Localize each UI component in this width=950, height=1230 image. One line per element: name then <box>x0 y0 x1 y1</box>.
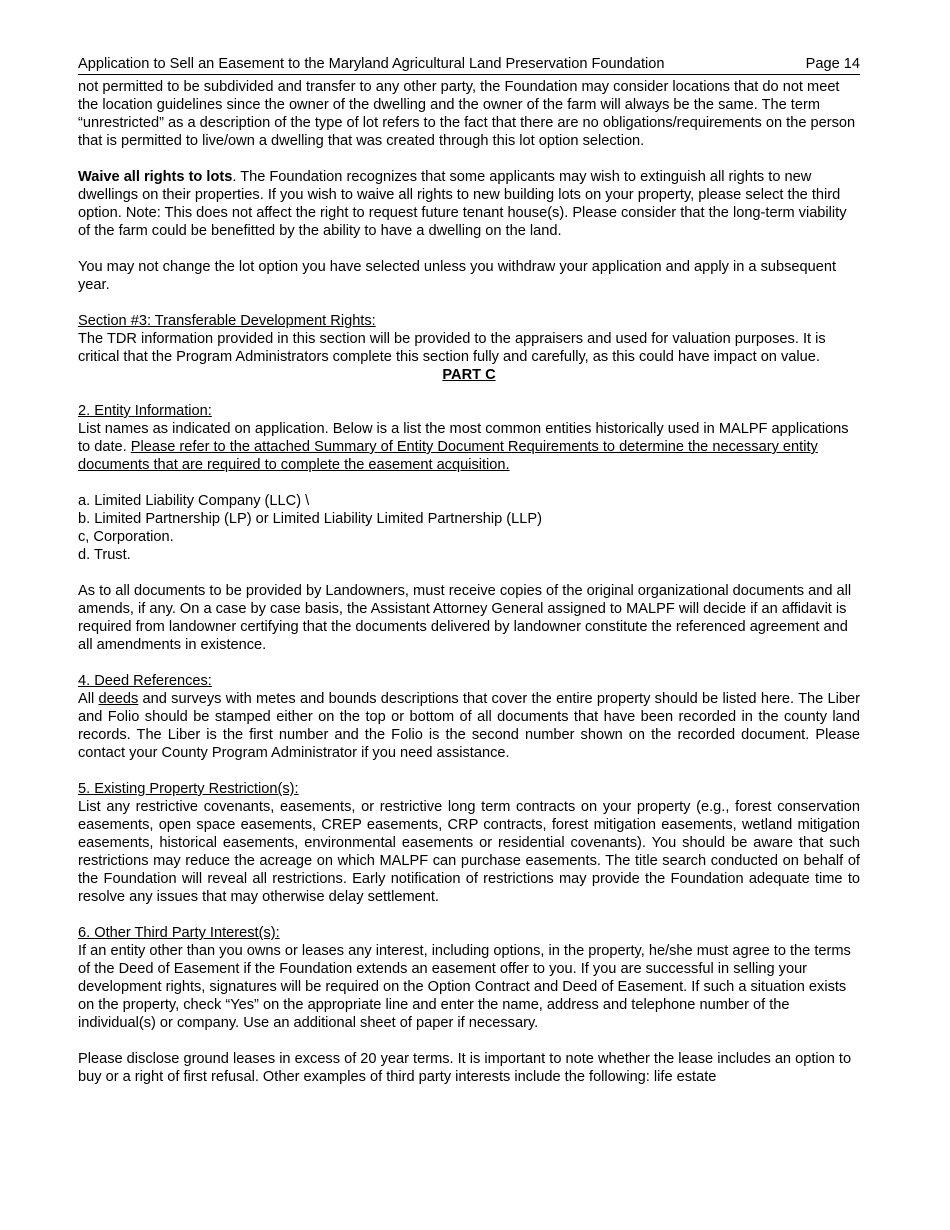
page-number: Page 14 <box>805 56 860 72</box>
restriction-paragraph: List any restrictive covenants, easements, or restrictive long term contracts on your property (e.g., forest conservation easements, open space easements, CREP easements, CRP contracts, forest mitigation easements, wetland mitigation easements, historical easements, environmental easements or residential covenants). You should be aware that such restrictions may reduce the acreage on which MALPF can purchase easements. The title search conducted on behalf of the Foundation will reveal all restrictions. Early notification of restrictions may provide the Foundation adequate time to resolve any issues that may otherwise delay settlement. <box>78 799 860 905</box>
entity-list-item: a. Limited Liability Company (LLC) \ <box>78 493 310 509</box>
entity-paragraph <box>78 420 860 474</box>
document-page <box>78 55 860 1086</box>
third-party-paragraph: If an entity other than you owns or leases any interest, including options, in the property, he/she must agree to the terms of the Deed of Easement if the Foundation extends an easement offer to you. If you are successful in selling your development rights, signatures will be required on the Option Contract and Deed of Easement. If such a situation exists on the property, check “Yes” on the appropriate line and enter the name, address and telephone number of the individual(s) or company. Use an additional sheet of paper if necessary. <box>78 943 851 1031</box>
part-c-title: PART C <box>442 367 496 383</box>
entity-documents-paragraph: As to all documents to be provided by Landowners, must receive copies of the original organizational documents and all amends, if any. On a case by case basis, the Assistant Attorney General assigned to MALPF will decide if an affidavit is required from landowner certifying that the documents delivered by landowner constitute the referenced agreement and all amendments in existence. <box>78 583 852 653</box>
entity-list-item: d. Trust. <box>78 547 131 563</box>
section3-heading: Section #3: Transferable Development Rights: <box>78 313 376 329</box>
section3-text: The TDR information provided in this section will be provided to the appraisers and used for valuation purposes. It is critical that the Program Administrators complete this section fully and carefully, as this could have impact on value. <box>78 331 826 365</box>
deed-lead: All <box>78 691 99 707</box>
intro-paragraph: not permitted to be subdivided and transfer to any other party, the Foundation may consider locations that do not meet the location guidelines since the owner of the dwelling and the owner of the farm will always be the same. The term “unrestricted” as a description of the type of lot refers to the fact that there are no obligations/requirements on the person that is permitted to live/own a dwelling that was created through this lot option selection. <box>78 79 856 149</box>
ground-leases-paragraph: Please disclose ground leases in excess of 20 year terms. It is important to note whether the lease includes an option to buy or a right of first refusal. Other examples of third party interests include the following: life estate <box>78 1051 852 1085</box>
waive-paragraph <box>78 168 860 240</box>
entity-list-item: b. Limited Partnership (LP) or Limited Liability Limited Partnership (LLP) <box>78 511 542 527</box>
entity-document-requirements-note: Please refer to the attached Summary of Entity Document Requirements to determine the necessary entity documents that are required to complete the easement acquisition. <box>78 439 818 473</box>
entity-list-item: c, Corporation. <box>78 529 174 545</box>
header-title: Application to Sell an Easement to the Maryland Agricultural Land Preservation Foundation <box>78 56 665 72</box>
entity-heading: 2. Entity Information: <box>78 403 212 419</box>
deed-paragraph <box>78 690 860 762</box>
deeds-word: deeds <box>98 691 139 707</box>
third-party-heading: 6. Other Third Party Interest(s): <box>78 925 280 941</box>
change-paragraph: You may not change the lot option you have selected unless you withdraw your application and apply in a subsequent year. <box>78 259 837 293</box>
restriction-heading: 5. Existing Property Restriction(s): <box>78 781 299 797</box>
waive-heading: Waive all rights to lots <box>78 169 233 185</box>
page-header <box>78 55 860 75</box>
waive-text: . The Foundation recognizes that some applicants may wish to extinguish all rights to new dwellings on their properties. If you wish to waive all rights to new building lots on your property, please select the third option. Note: This does not affect the right to request future tenant house(s). Please consider that the long-term viability of the farm could be benefitted by the ability to have a dwelling on the land. <box>78 169 847 239</box>
deed-heading: 4. Deed References: <box>78 673 212 689</box>
entity-text: List names as indicated on application. Below is a list the most common entities historically used in MALPF applications to date. <box>78 421 849 455</box>
deed-text: and surveys with metes and bounds descriptions that cover the entire property should be listed here. The Liber and Folio should be stamped either on the top or bottom of all documents that have been recorded in the county land records. The Liber is the first number and the Folio is the second number shown on the recorded document. Please contact your County Program Administrator if you need assistance. <box>78 691 860 761</box>
